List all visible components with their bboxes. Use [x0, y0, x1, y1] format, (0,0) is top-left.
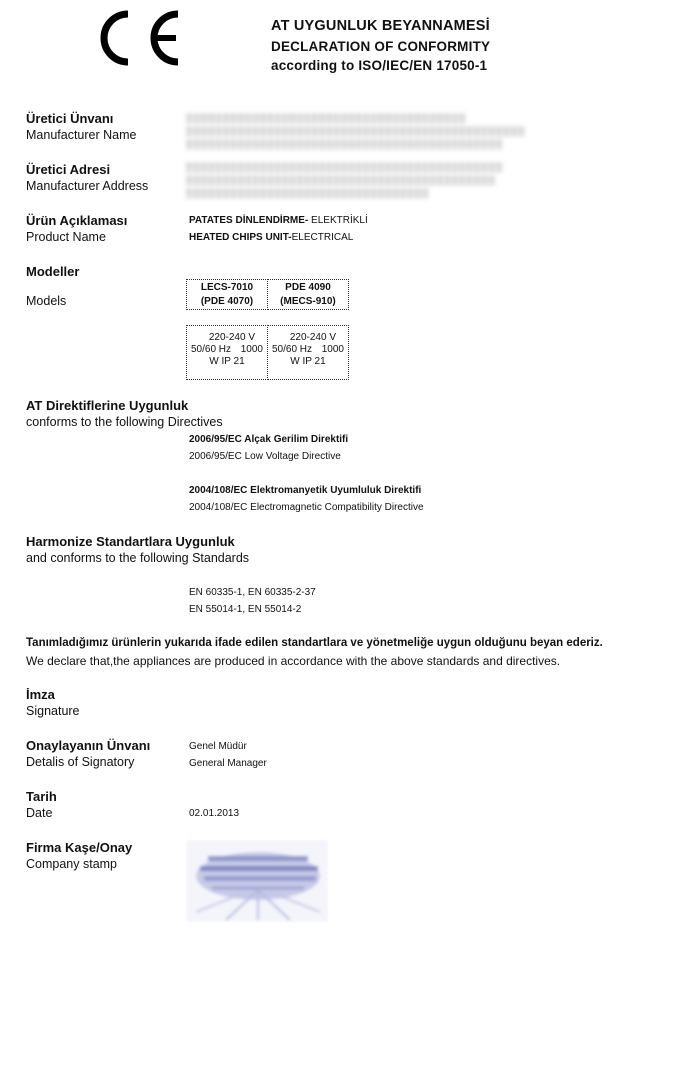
document-title-en: DECLARATION OF CONFORMITY [271, 39, 491, 54]
model-2-line1: PDE 4090 [285, 281, 331, 293]
manufacturer-name-label-tr: Üretici Ünvanı [26, 111, 114, 126]
model-spec-cell-2 [268, 326, 349, 380]
model-2-line2: (MECS-910) [280, 295, 336, 307]
model-1-line1: LECS-7010 [200, 281, 254, 293]
document-title-tr: AT UYGUNLUK BEYANNAMESİ [271, 18, 490, 34]
signature-label-en: Signature [26, 704, 80, 718]
product-value-tr [189, 215, 368, 226]
model-2-freq: 50/60 Hz [272, 344, 313, 355]
stamp-label-tr: Firma Kaşe/Onay [26, 840, 133, 855]
model-2-rating: W IP 21 [290, 356, 326, 367]
product-value-en-bold: HEATED CHIPS UNIT- [189, 232, 292, 243]
standards-line-1: EN 60335-1, EN 60335-2-37 [189, 587, 316, 598]
product-value-tr-rest: ELEKTRİKLİ [308, 215, 368, 226]
stamp-label-en: Company stamp [26, 857, 118, 871]
manufacturer-name-label-en: Manufacturer Name [26, 128, 137, 142]
manufacturer-address-label-tr: Üretici Adresi [26, 162, 111, 177]
product-value-en [189, 232, 353, 243]
model-1-freq: 50/60 Hz [191, 344, 232, 355]
date-label-en: Date [26, 806, 53, 820]
product-label-tr: Ürün Açıklaması [26, 213, 128, 228]
signatory-label-en: Detalis of Signatory [26, 755, 135, 769]
model-1-line2: (PDE 4070) [200, 295, 254, 307]
model-1-power: 1000 [240, 344, 263, 355]
model-1-rating: W IP 21 [209, 356, 245, 367]
standard-reference: according to ISO/IEC/EN 17050-1 [271, 58, 488, 73]
standards-label-en: and conforms to the following Standards [26, 551, 250, 565]
declaration-en: We declare that,the appliances are produced in accordance with the above standards and directives. [26, 654, 561, 668]
model-cell-1 [187, 280, 268, 310]
date-label-tr: Tarih [26, 789, 57, 804]
model-2-freq-power [268, 344, 348, 356]
manufacturer-name-redacted: ▒▒▒▒▒▒▒▒▒▒▒▒▒▒▒▒▒▒▒▒▒▒▒▒▒▒▒▒▒▒▒▒▒▒▒▒▒▒ ▒▒▒▒▒▒▒▒▒▒▒▒▒▒▒▒▒▒▒▒▒▒▒▒▒▒▒▒▒▒▒▒▒▒▒▒▒▒▒▒▒▒▒▒▒▒ ▒▒▒▒▒▒▒▒▒▒▒▒▒▒▒▒▒▒▒▒▒▒▒▒▒▒▒▒▒▒▒▒▒▒▒▒▒▒▒▒▒▒▒ [186, 113, 526, 149]
model-cell-2 [267, 280, 348, 310]
directive-lvd-tr: 2006/95/EC Alçak Gerilim Direktifi [189, 434, 349, 445]
directives-label-tr: AT Direktiflerine Uygunluk [26, 398, 189, 413]
models-label-tr: Modeller [26, 264, 80, 279]
signatory-value-tr: Genel Müdür [189, 741, 247, 752]
manufacturer-address-redacted: ▒▒▒▒▒▒▒▒▒▒▒▒▒▒▒▒▒▒▒▒▒▒▒▒▒▒▒▒▒▒▒▒▒▒▒▒▒▒▒▒▒▒▒ ▒▒▒▒▒▒▒▒▒▒▒▒▒▒▒▒▒▒▒▒▒▒▒▒▒▒▒▒▒▒▒▒▒▒▒▒▒▒▒▒▒▒ ▒▒▒▒▒▒▒▒▒▒▒▒▒▒▒▒▒▒▒▒▒▒▒▒▒▒▒▒▒▒▒▒▒ [186, 162, 504, 198]
ce-mark-logo [100, 8, 184, 68]
signature-label-tr: İmza [26, 687, 55, 702]
declaration-tr: Tanımladığımız ürünlerin yukarıda ifade edilen standartlara ve yönetmeliğe uygun olduğunu beyan ederiz. [26, 637, 603, 649]
date-value: 02.01.2013 [189, 808, 240, 819]
model-2-power: 1000 [321, 344, 344, 355]
model-1-voltage: 220-240 V [208, 332, 255, 343]
directives-label-en: conforms to the following Directives [26, 415, 223, 429]
product-label-en: Product Name [26, 230, 106, 244]
models-spec-table [186, 325, 349, 380]
signatory-value-en: General Manager [189, 758, 267, 769]
standards-label-tr: Harmonize Standartlara Uygunluk [26, 534, 235, 549]
product-value-tr-bold: PATATES DİNLENDİRME- [189, 215, 309, 226]
models-label-en: Models [26, 294, 67, 308]
signatory-label-tr: Onaylayanın Ünvanı [26, 738, 151, 753]
product-value-en-rest: ELECTRICAL [291, 232, 354, 243]
models-name-table [186, 279, 349, 310]
manufacturer-address-label-en: Manufacturer Address [26, 179, 149, 193]
directive-emc-en: 2004/108/EC Electromagnetic Compatibility Directive [189, 502, 424, 513]
model-spec-cell-1 [187, 326, 268, 380]
company-stamp-image [186, 840, 328, 922]
directive-lvd-en: 2006/95/EC Low Voltage Directive [189, 451, 341, 462]
model-2-voltage: 220-240 V [289, 332, 336, 343]
model-1-freq-power [187, 344, 267, 356]
standards-line-2: EN 55014-1, EN 55014-2 [189, 604, 302, 615]
directive-emc-tr: 2004/108/EC Elektromanyetik Uyumluluk Direktifi [189, 485, 422, 496]
